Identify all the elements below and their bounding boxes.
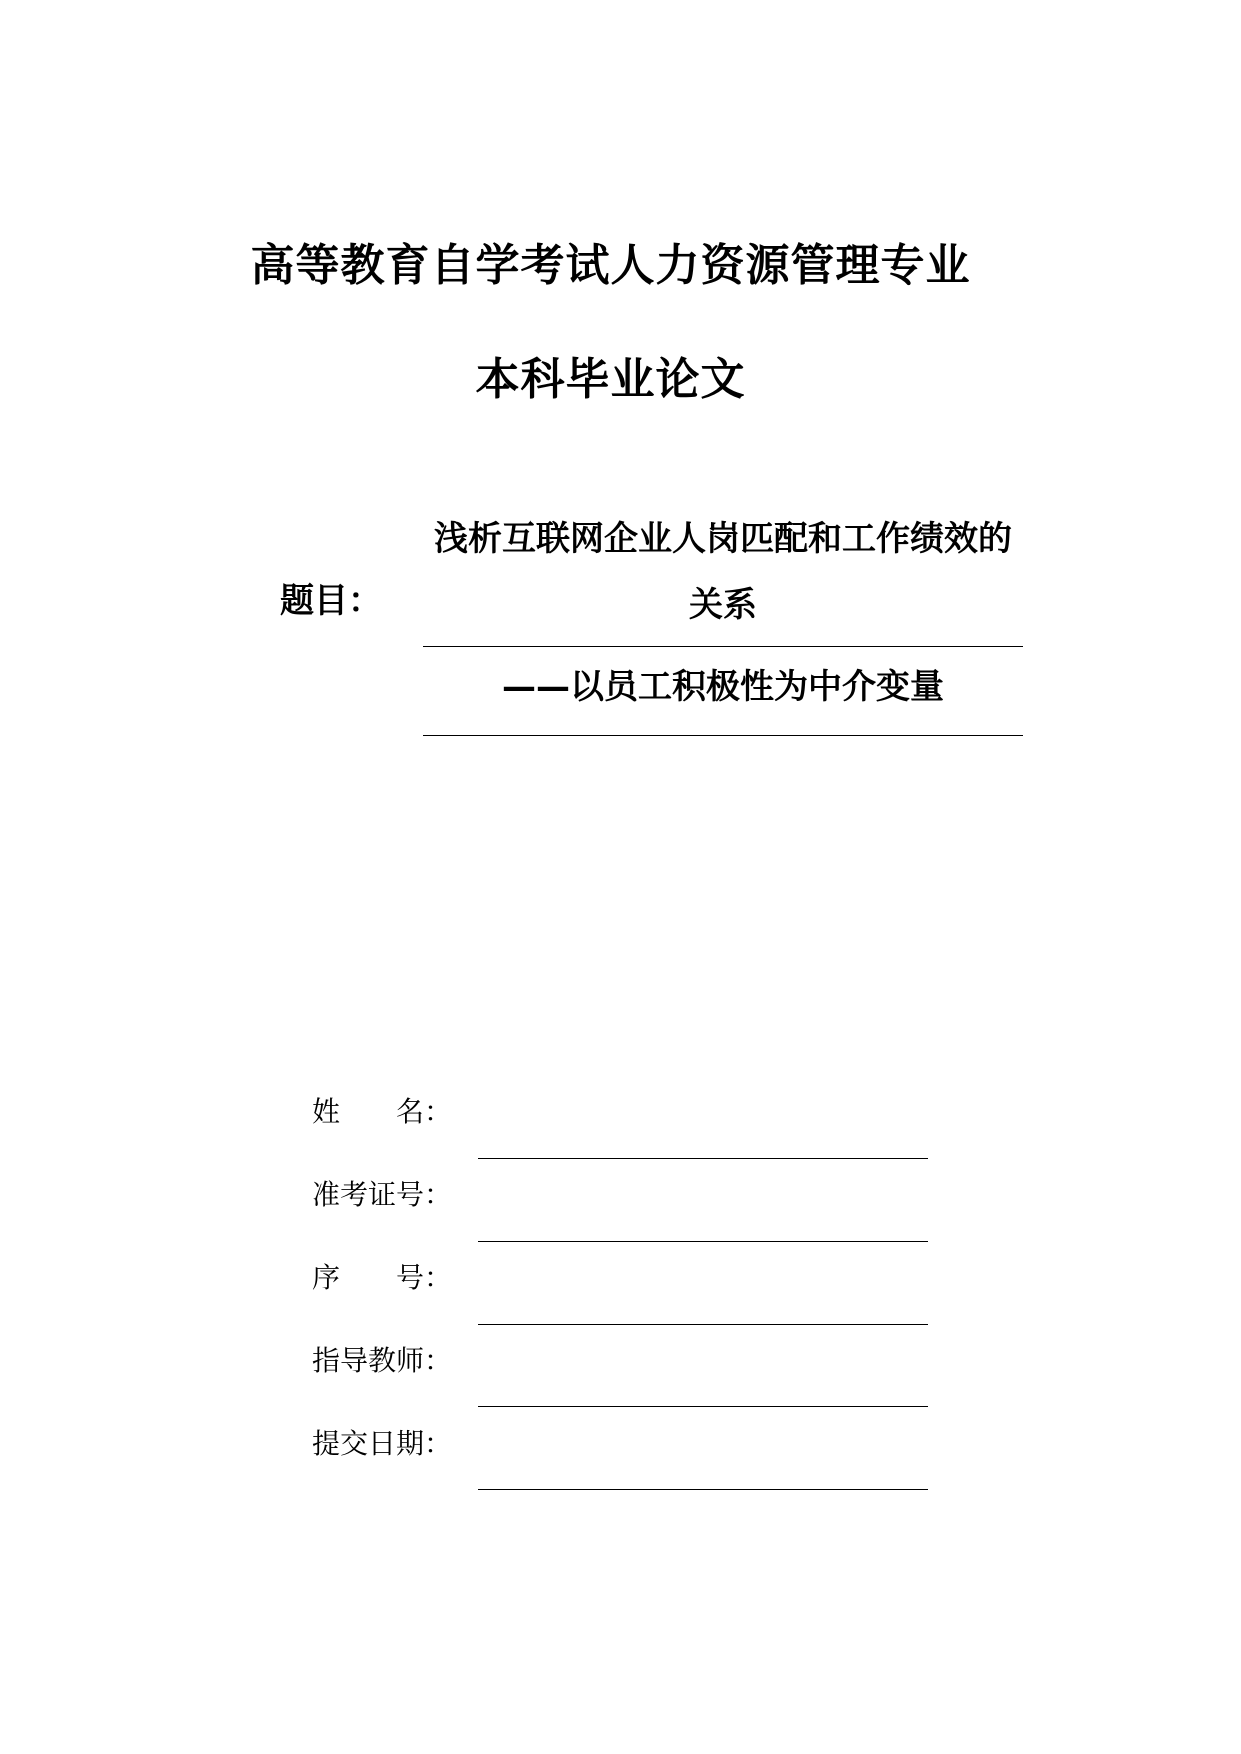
thesis-heading-line2: 本科毕业论文 [475, 354, 746, 405]
field-line-advisor[interactable] [478, 1406, 928, 1407]
topic-subtitle-underline [423, 735, 1023, 736]
field-line-submit-date[interactable] [478, 1489, 928, 1490]
topic-label: 题目： [280, 581, 382, 621]
field-label-exam-id: 准考证号： [312, 1178, 453, 1211]
field-line-exam-id[interactable] [478, 1241, 928, 1242]
field-line-name[interactable] [478, 1158, 928, 1159]
topic-main-title: 浅析互联网企业人岗匹配和工作绩效的关系 [434, 519, 1012, 625]
topic-subtitle: ——以员工积极性为中介变量 [502, 667, 944, 707]
field-label-advisor: 指导教师： [312, 1344, 453, 1377]
topic-underline [423, 646, 1023, 647]
field-label-name: 姓 名： [312, 1095, 453, 1128]
field-line-serial-number[interactable] [478, 1324, 928, 1325]
thesis-heading-line1: 高等教育自学考试人力资源管理专业 [250, 240, 971, 291]
field-label-submit-date: 提交日期： [312, 1427, 453, 1460]
field-label-serial-number: 序 号： [312, 1261, 453, 1294]
